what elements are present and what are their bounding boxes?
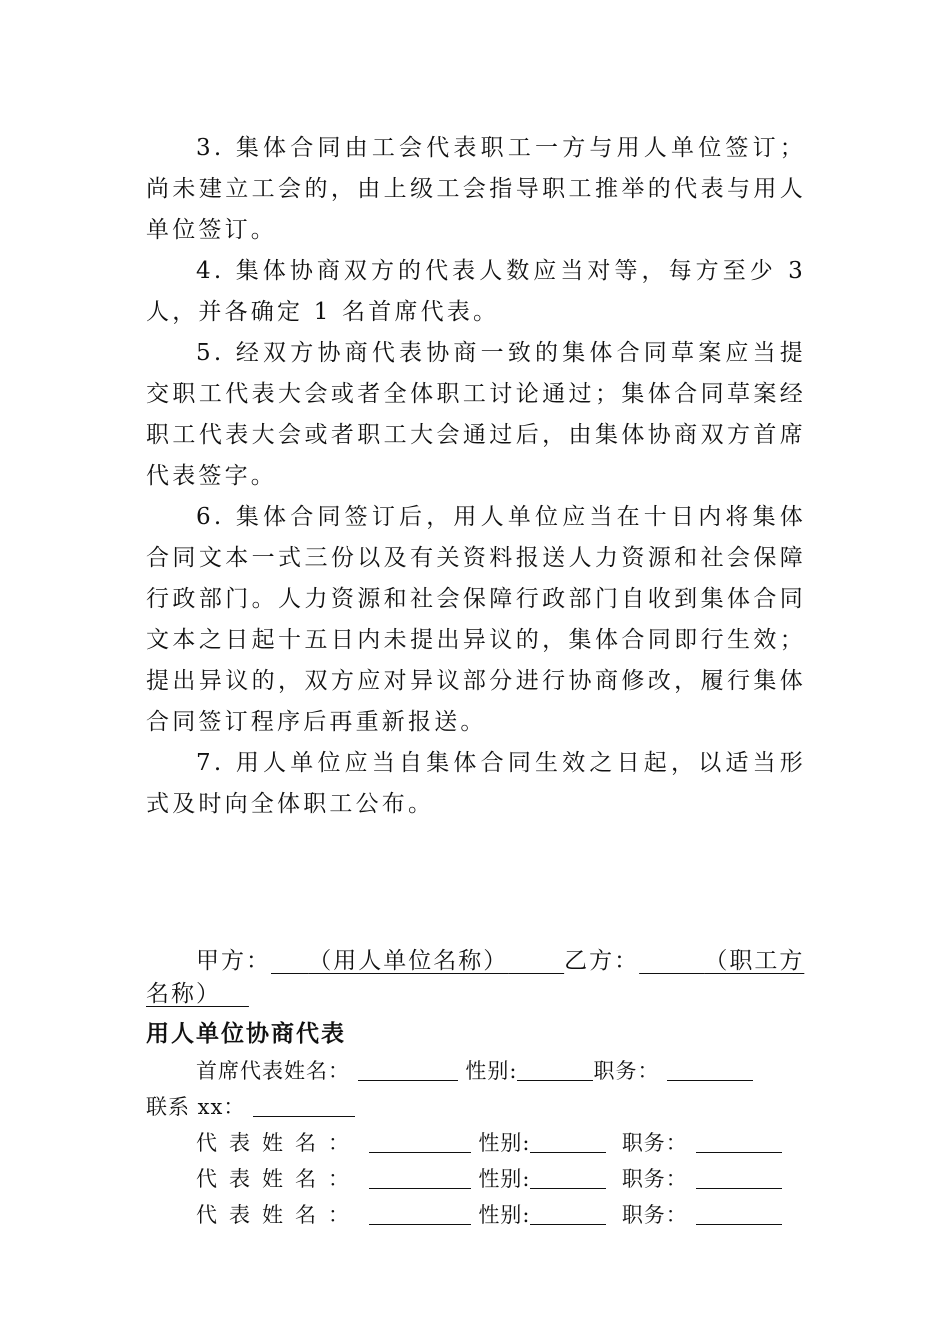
rep-position-field[interactable] xyxy=(696,1130,782,1153)
chief-contact-line xyxy=(146,1089,806,1125)
chief-gender-label: 性别: xyxy=(465,1059,518,1083)
rep-name-field[interactable] xyxy=(369,1130,471,1153)
rep-gender-field[interactable] xyxy=(530,1166,606,1189)
rep-name-label: 代表姓名： xyxy=(196,1203,361,1227)
party-b-label: 乙方： xyxy=(564,948,640,974)
clause-3: 3. 集体合同由工会代表职工一方与用人单位签订；尚未建立工会的，由上级工会指导职工推举的代表与用人单位签订。 xyxy=(146,135,806,243)
rep-name-label: 代表姓名： xyxy=(196,1131,361,1155)
rep-gender-field[interactable] xyxy=(530,1130,606,1153)
party-a-label: 甲方： xyxy=(196,948,271,974)
rep-gender-label: 性别: xyxy=(478,1131,531,1155)
chief-rep-line xyxy=(146,1053,806,1089)
clause-6: 6. 集体合同签订后，用人单位应当在十日内将集体合同文本一式三份以及有关资料报送人力资源和社会保障行政部门。人力资源和社会保障行政部门自收到集体合同文本之日起十五日内未提出异议的，集体合同即行生效；提出异议的，双方应对异议部分进行协商修改，履行集体合同签订程序后再重新报送。 xyxy=(146,504,806,735)
rep-gender-label: 性别: xyxy=(478,1167,531,1191)
signature-parties xyxy=(146,945,806,1011)
chief-gender-field[interactable] xyxy=(517,1058,593,1081)
chief-contact-field[interactable] xyxy=(253,1094,355,1117)
rep-name-label: 代表姓名： xyxy=(196,1167,361,1191)
chief-position-label: 职务： xyxy=(593,1059,660,1083)
rep-gender-label: 性别: xyxy=(478,1203,531,1227)
blank-space xyxy=(146,825,806,945)
rep-name-field[interactable] xyxy=(369,1202,471,1225)
rep-position-label: 职务： xyxy=(621,1167,688,1191)
party-a-value: （用人单位名称） xyxy=(308,948,509,974)
rep-position-label: 职务： xyxy=(621,1203,688,1227)
rep-line-1 xyxy=(146,1125,806,1161)
chief-position-field[interactable] xyxy=(667,1058,753,1081)
section-title: 用人单位协商代表 xyxy=(146,1021,346,1047)
chief-name-label: 首席代表姓名： xyxy=(196,1059,350,1083)
rep-name-field[interactable] xyxy=(369,1166,471,1189)
document-page xyxy=(146,128,806,1233)
chief-name-field[interactable] xyxy=(358,1058,458,1081)
rep-position-field[interactable] xyxy=(696,1202,782,1225)
party-a-field[interactable] xyxy=(271,948,564,974)
clause-7: 7. 用人单位应当自集体合同生效之日起，以适当形式及时向全体职工公布。 xyxy=(146,750,806,817)
rep-line-2 xyxy=(146,1161,806,1197)
chief-contact-label: 联系 xx： xyxy=(146,1095,246,1119)
rep-gender-field[interactable] xyxy=(530,1202,606,1225)
rep-position-field[interactable] xyxy=(696,1166,782,1189)
rep-line-3 xyxy=(146,1197,806,1233)
clause-4: 4. 集体协商双方的代表人数应当对等，每方至少 3 人，并各确定 1 名首席代表。 xyxy=(146,258,806,325)
rep-position-label: 职务： xyxy=(621,1131,688,1155)
party-b-value: （职工方名称） xyxy=(146,948,805,1007)
clause-5: 5. 经双方协商代表协商一致的集体合同草案应当提交职工代表大会或者全体职工讨论通过；集体合同草案经职工代表大会或者职工大会通过后，由集体协商双方首席代表签字。 xyxy=(146,340,806,489)
